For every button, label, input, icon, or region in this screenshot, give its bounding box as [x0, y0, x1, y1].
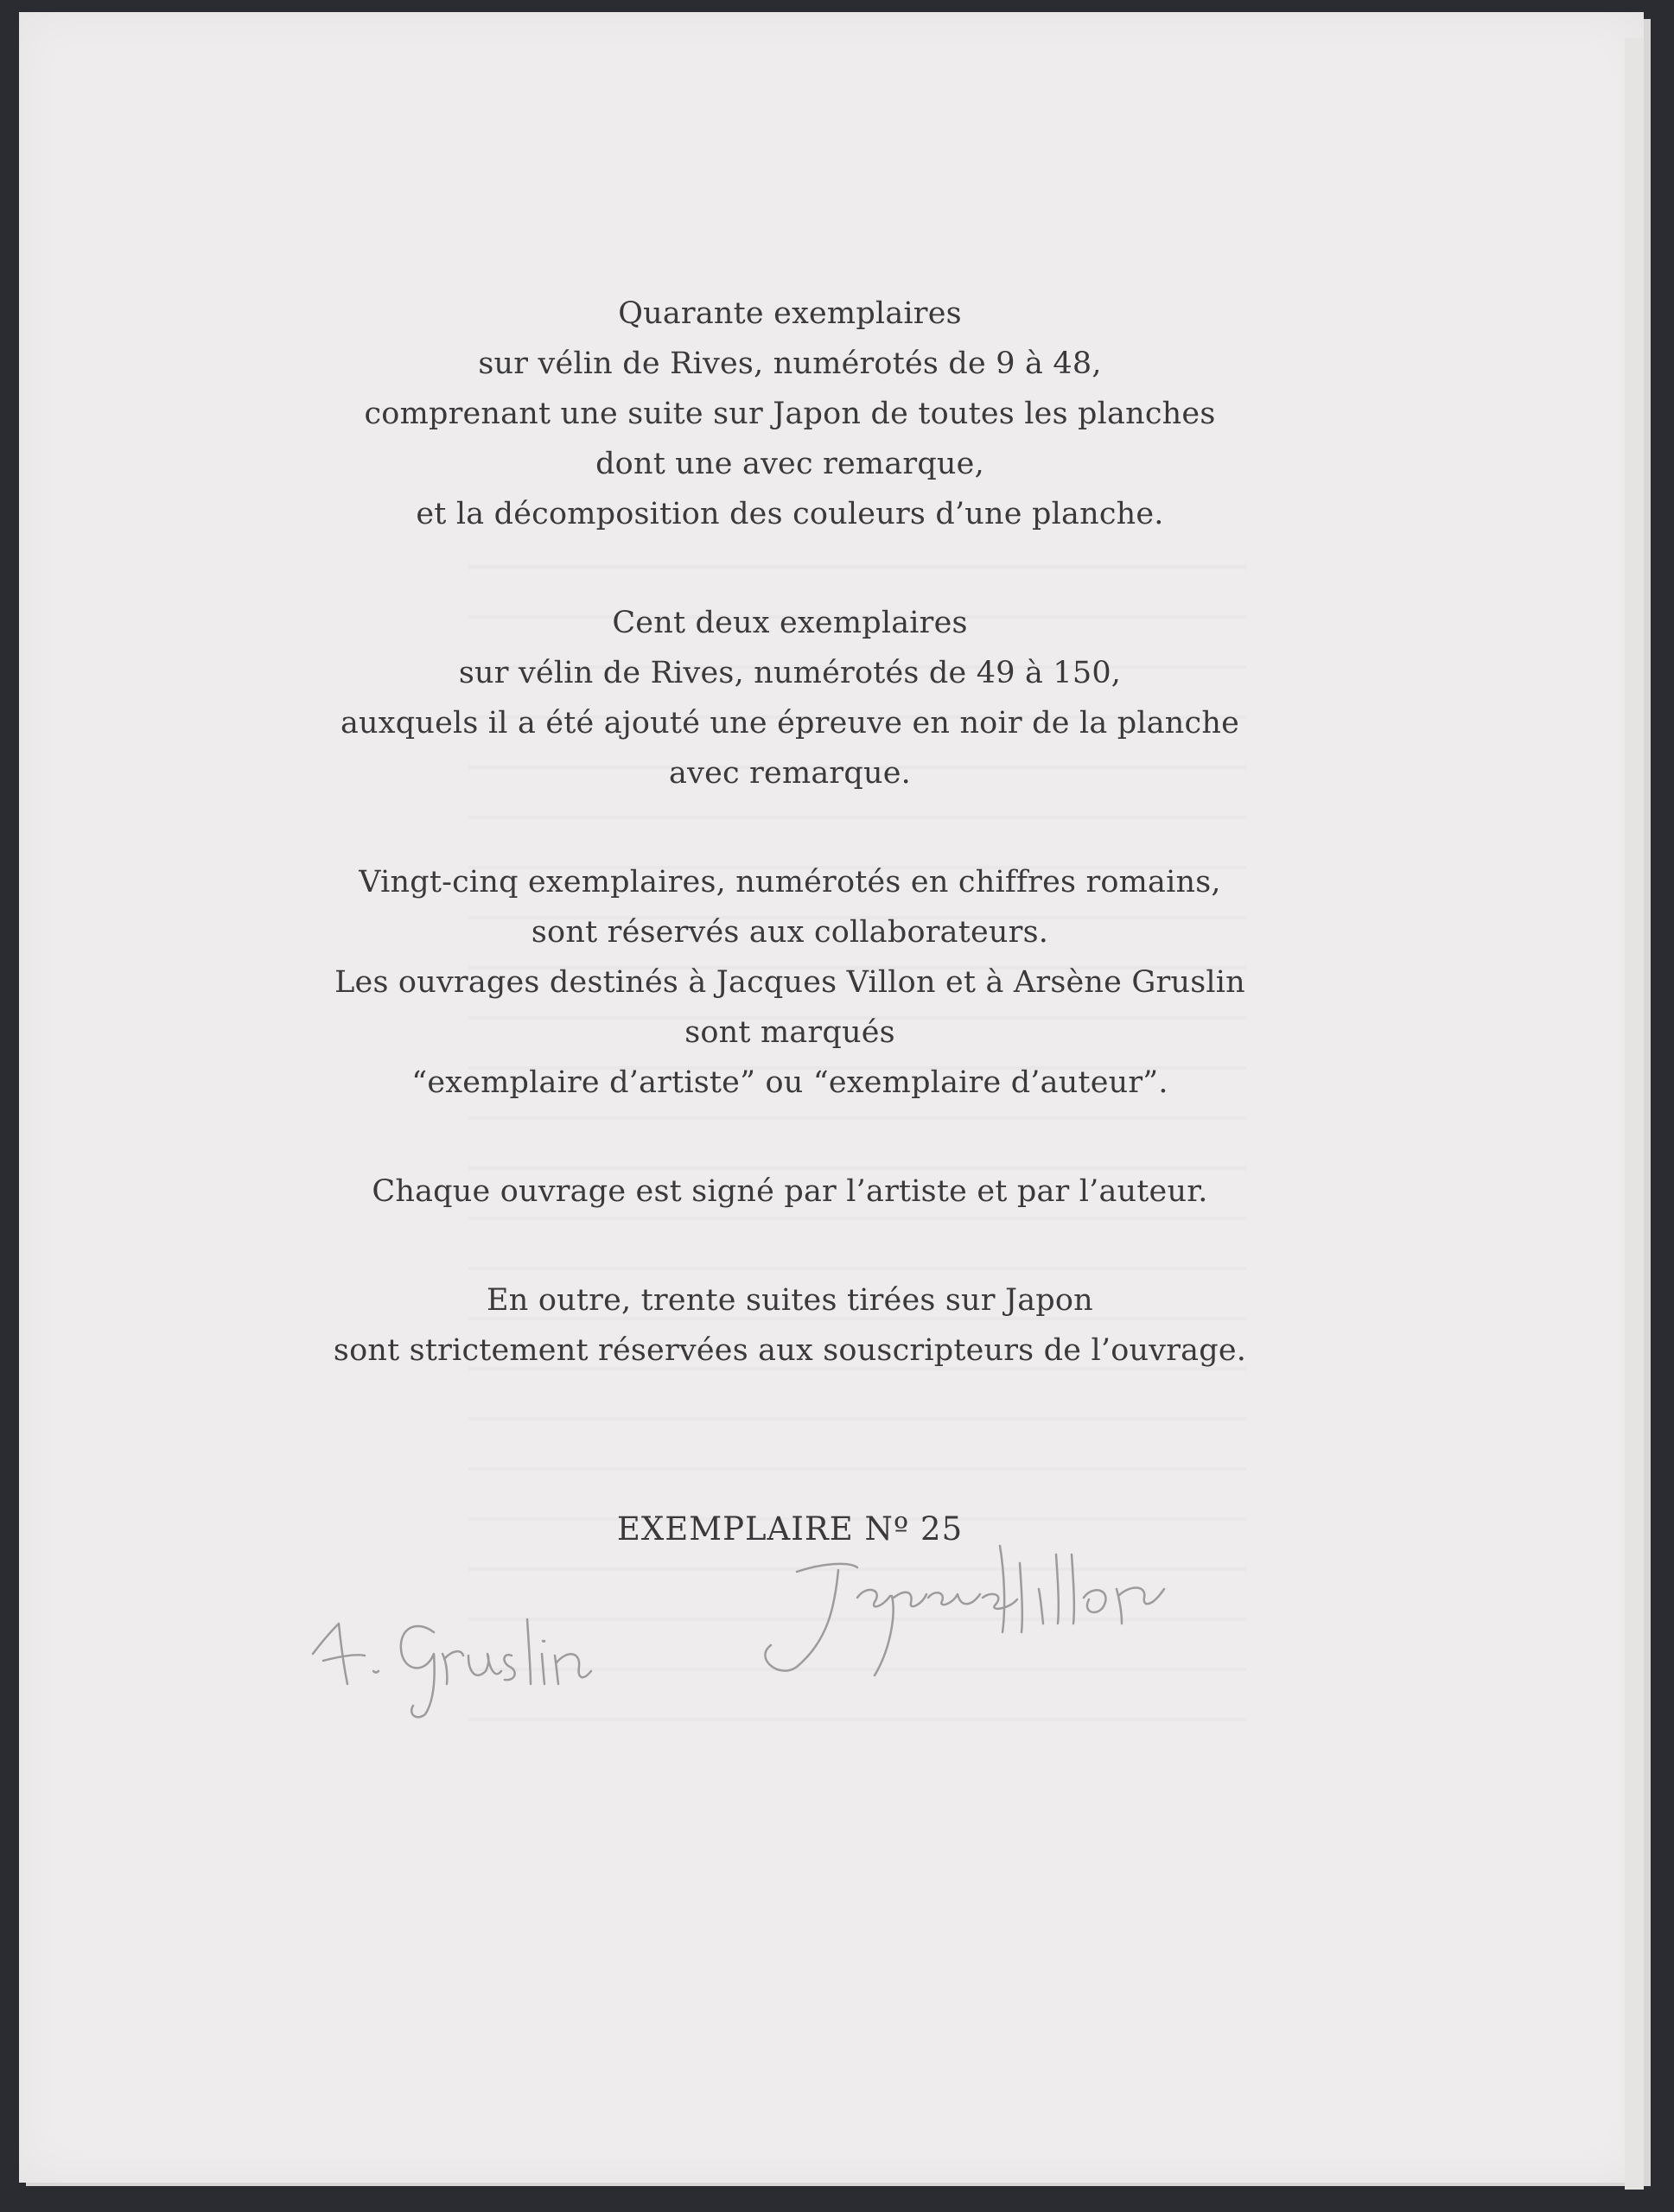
text-line: sur vélin de Rives, numérotés de 49 à 150, [458, 656, 1122, 690]
gruslin-signature-icon [304, 1602, 598, 1723]
text-line: “exemplaire d’artiste” ou “exemplaire d’auteur”. [411, 1065, 1168, 1100]
text-line: auxquels il a été ajouté une épreuve en noir de la planche [340, 706, 1239, 741]
paragraph [38, 598, 1542, 798]
text-line: avec remarque. [669, 756, 911, 791]
text-line: Chaque ouvrage est signé par l’artiste et par l’auteur. [372, 1174, 1208, 1209]
text-line: sont réservés aux collaborateurs. [531, 915, 1049, 950]
paper-sheet [19, 12, 1644, 2183]
text-line: sur vélin de Rives, numérotés de 9 à 48, [478, 346, 1102, 381]
paragraph [38, 1166, 1542, 1217]
text-line: sont marqués [684, 1015, 895, 1050]
text-line: dont une avec remarque, [595, 447, 984, 481]
text-line: Cent deux exemplaires [612, 606, 968, 640]
colophon-text [38, 289, 1542, 1434]
text-line: Quarante exemplaires [618, 296, 962, 331]
paragraph [38, 289, 1542, 539]
text-line: Les ouvrages destinés à Jacques Villon et à Arsène Gruslin [334, 965, 1245, 1000]
text-line: sont strictement réservées aux souscripteurs de l’ouvrage. [333, 1333, 1247, 1368]
text-line: Vingt-cinq exemplaires, numérotés en chiffres romains, [359, 865, 1221, 899]
exemplaire-number: EXEMPLAIRE Nº 25 [616, 1510, 964, 1548]
paragraph [38, 1275, 1542, 1376]
text-line: comprenant une suite sur Japon de toutes les planches [364, 397, 1216, 431]
paper-deckle-edge [1625, 38, 1644, 2190]
villon-signature-icon [745, 1537, 1194, 1684]
paragraph [38, 857, 1542, 1108]
text-line: et la décomposition des couleurs d’une planche. [416, 497, 1164, 531]
text-line: En outre, trente suites tirées sur Japon [487, 1283, 1093, 1318]
